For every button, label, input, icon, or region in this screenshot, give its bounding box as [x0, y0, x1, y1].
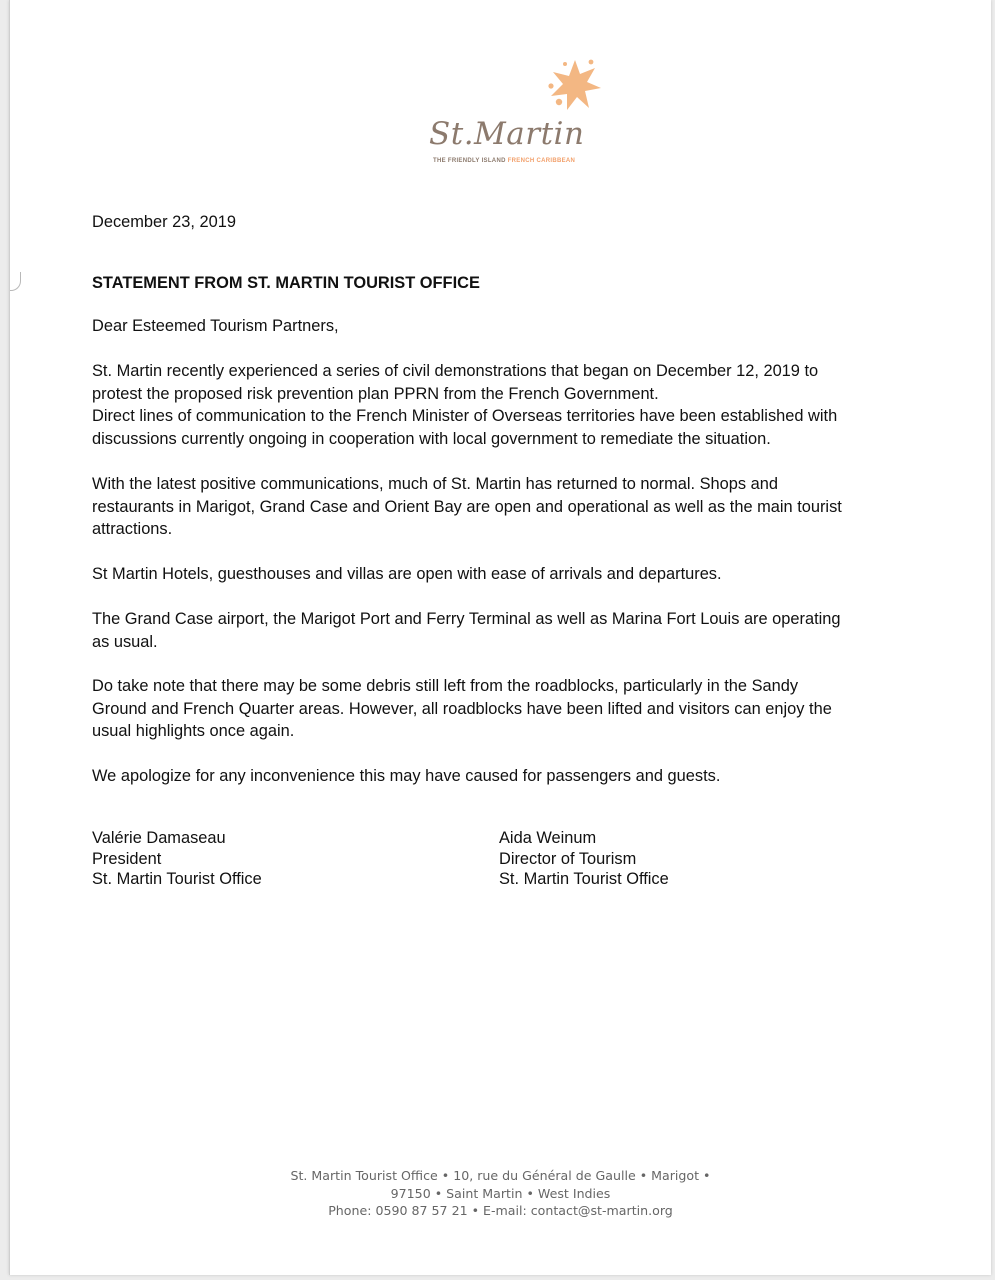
paragraph-6: We apologize for any inconvenience this may have caused for passengers and guests.: [92, 767, 721, 785]
paragraph-2-line: restaurants in Marigot, Grand Case and Orient Bay are open and operational as well as the main tourist: [92, 497, 842, 516]
logo-tagline-primary: THE FRIENDLY ISLAND: [433, 158, 506, 164]
footer-address-line: 97150 • Saint Martin • West Indies: [390, 1185, 611, 1201]
paragraph-3: St Martin Hotels, guesthouses and villas are open with ease of arrivals and departures.: [92, 565, 722, 583]
paragraph-5: [92, 675, 922, 743]
paragraph-2-line: attractions.: [92, 520, 173, 539]
st-martin-logo: [425, 58, 615, 170]
paragraph-4: [92, 608, 922, 653]
paragraph-4-line: The Grand Case airport, the Marigot Port and Ferry Terminal as well as Marina Fort Louis are operating: [92, 610, 841, 628]
letter-footer: [10, 1167, 991, 1220]
letter-heading: STATEMENT FROM ST. MARTIN TOURIST OFFICE: [92, 274, 480, 292]
paragraph-1-line: St. Martin recently experienced a series of civil demonstrations that began on December 12, 2019 to: [92, 362, 819, 380]
paragraph-5-line: usual highlights once again.: [92, 722, 295, 741]
paragraph-1-line: Direct lines of communication to the French Minister of Overseas territories have been established with: [92, 407, 838, 426]
signature-right: [499, 828, 669, 890]
signatory-org: St. Martin Tourist Office: [92, 870, 262, 888]
paragraph-2: [92, 473, 922, 541]
logo-tagline-secondary: FRENCH CARIBBEAN: [507, 158, 576, 164]
logo-tagline: [433, 158, 575, 164]
signatory-name: Aida Weinum: [499, 829, 597, 847]
signature-left: [92, 828, 262, 890]
letter-page: [9, 0, 991, 1275]
letter-date: December 23, 2019: [92, 213, 236, 231]
footer-address-line: St. Martin Tourist Office • 10, rue du Général de Gaulle • Marigot •: [290, 1168, 711, 1183]
footer-contact-line: Phone: 0590 87 57 21 • E-mail: contact@st-martin.org: [328, 1203, 673, 1218]
logo-wordmark: St.Martin: [429, 116, 585, 152]
paragraph-5-line: Do take note that there may be some debris still left from the roadblocks, particularly in the Sandy: [92, 677, 799, 695]
paragraph-1-line: protest the proposed risk prevention plan PPRN from the French Government.: [92, 384, 659, 403]
signatory-title: Director of Tourism: [499, 849, 637, 868]
paragraph-1-line: discussions currently ongoing in cooperation with local government to remediate the situation.: [92, 429, 771, 448]
signatory-name: Valérie Damaseau: [92, 829, 226, 847]
salutation: Dear Esteemed Tourism Partners,: [92, 317, 339, 335]
paragraph-4-line: as usual.: [92, 632, 158, 651]
paragraph-2-line: With the latest positive communications, much of St. Martin has returned to normal. Shops and: [92, 475, 778, 493]
sun-star-icon: [543, 58, 603, 114]
signatory-title: President: [92, 849, 162, 868]
paragraph-5-line: Ground and French Quarter areas. However, all roadblocks have been lifted and visitors can enjoy the: [92, 699, 832, 718]
signatory-org: St. Martin Tourist Office: [499, 870, 669, 888]
paragraph-1: [92, 360, 922, 450]
page-curl: [10, 272, 21, 291]
